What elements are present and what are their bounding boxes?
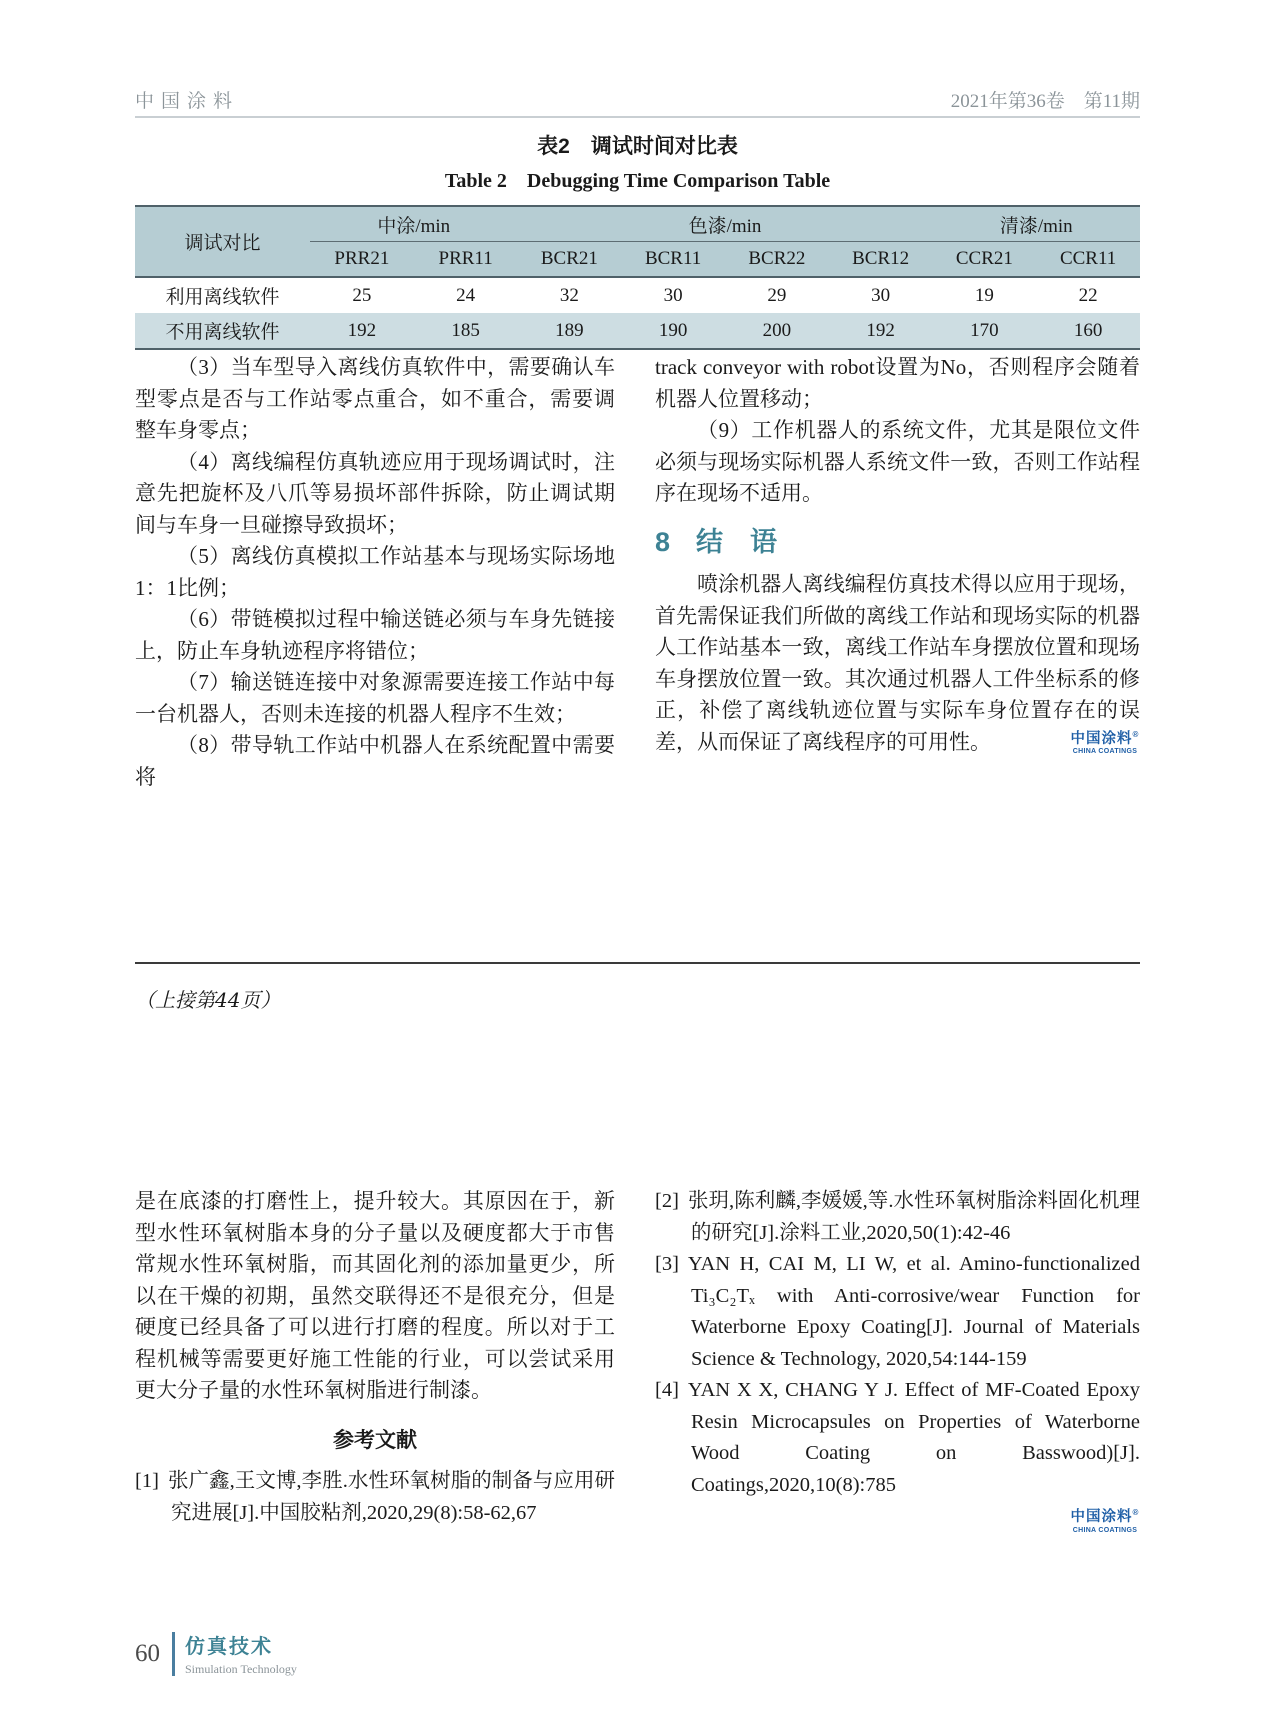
paragraph: （8）带导轨工作站中机器人在系统配置中需要将	[135, 733, 615, 789]
group-header-basecoat: 色漆/min	[518, 206, 933, 242]
page-footer	[135, 1630, 297, 1677]
col-header: BCR11	[644, 248, 702, 269]
registered-mark: ®	[1132, 729, 1140, 739]
registered-mark: ®	[1132, 1508, 1140, 1517]
reference-marker: [4]	[655, 1379, 679, 1401]
table-block	[135, 130, 1140, 350]
china-coatings-logo	[1070, 731, 1140, 756]
col-header: PRR21	[334, 248, 390, 269]
cell: 19	[974, 284, 994, 306]
reference-text: 张玥,陈利麟,李媛媛,等.水性环氧树脂涂料固化机理的研究[J].涂料工业,2020,50(1):42-46	[687, 1190, 1140, 1244]
section-divider	[135, 962, 1140, 964]
reference-marker: [3]	[655, 1253, 679, 1275]
header-rule	[135, 116, 1140, 118]
reference-item	[655, 1186, 1140, 1249]
logo-wrapper	[655, 1509, 1140, 1534]
logo-name: 中国涂料®	[1070, 729, 1140, 747]
paragraph: （4）离线编程仿真轨迹应用于现场调试时，注意先把旋杯及八爪等易损坏部件拆除，防止调试期间与车身一旦碰擦导致损坏；	[135, 449, 615, 537]
paragraph: （6）带链模拟过程中输送链必须与车身先链接上，防止车身轨迹程序将错位；	[135, 607, 615, 663]
paragraph: （5）离线仿真模拟工作站基本与现场实际场地1：1比例；	[135, 544, 615, 600]
cell: 170	[970, 319, 999, 341]
row-label: 利用离线软件	[165, 287, 280, 308]
logo-subtitle: CHINA COATINGS	[1072, 1526, 1138, 1534]
journal-name: 中国涂料	[135, 91, 240, 112]
col-header: CCR11	[1059, 248, 1117, 269]
lower-left-column	[135, 1186, 615, 1529]
col-header: BCR22	[748, 248, 806, 269]
conclusion-paragraph: 喷涂机器人离线编程仿真技术得以应用于现场，首先需保证我们所做的离线工作站和现场实际的机器人工作站基本一致，离线工作站车身摆放位置和现场车身摆放位置一致。其次通过机器人工件坐标系的修正，补偿了离线轨迹位置与实际车身位置存在的误差，从而保证了离线程序的可用性。	[655, 572, 1140, 754]
cell: 192	[866, 319, 895, 341]
col-header: BCR12	[852, 248, 910, 269]
cell: 29	[767, 284, 787, 306]
reference-text: YAN X X, CHANG Y J. Effect of MF-Coated Epoxy Resin Microcapsules on Properties of Waterborne Wood Coating on Basswood)[J]. Coatings,2020,10(8):785	[687, 1379, 1140, 1496]
reference-text: YAN H, CAI M, LI W, et al. Amino-functionalized Ti₃C₂Tₓ with Anti-corrosive/wear Function for Waterborne Epoxy Coating[J]. Journal of Materials Science & Technology, 2020,54:144-159	[687, 1253, 1140, 1370]
row-label: 不用离线软件	[165, 322, 280, 343]
table-corner-header: 调试对比	[184, 233, 261, 254]
paragraph: 是在底漆的打磨性上，提升较大。其原因在于，新型水性环氧树脂本身的分子量以及硬度都大于市售常规水性环氧树脂，而其固化剂的添加量更少，所以在干燥的初期，虽然交联得还不是很充分，但是硬度已经具备了可以进行打磨的程度。所以对于工程机械等需要更好施工性能的行业，可以尝试采用更大分子量的水性环氧树脂进行制漆。	[135, 1189, 615, 1402]
section-heading-conclusion	[655, 527, 1140, 559]
footer-section-en: Simulation Technology	[185, 1662, 297, 1676]
reference-item	[655, 1375, 1140, 1501]
cell: 24	[456, 284, 476, 306]
logo-name: 中国涂料®	[1070, 1508, 1140, 1525]
cell: 32	[559, 284, 579, 306]
col-header: PRR11	[438, 248, 493, 269]
china-coatings-logo	[1070, 1509, 1140, 1534]
logo-subtitle: CHINA COATINGS	[1072, 748, 1138, 756]
group-header-primer: 中涂/min	[310, 206, 518, 242]
reference-text: 张广鑫,王文博,李胜.水性环氧树脂的制备与应用研究进展[J].中国胶粘剂,2020,29(8):58-62,67	[167, 1470, 615, 1524]
cell: 30	[663, 284, 683, 306]
group-header-clearcoat: 清漆/min	[933, 206, 1141, 242]
issue-info: 2021年第36卷 第11期	[950, 91, 1140, 112]
upper-right-column	[655, 352, 1140, 758]
cell: 25	[352, 284, 372, 306]
paragraph: （3）当车型导入离线仿真软件中，需要确认车型零点是否与工作站零点重合，如不重合，需要调整车身零点；	[135, 355, 615, 442]
reference-marker: [1]	[135, 1470, 159, 1492]
table-title-en: Table 2 Debugging Time Comparison Table	[444, 170, 831, 192]
table-row	[135, 313, 1140, 349]
col-header: BCR21	[540, 248, 598, 269]
reference-item	[655, 1249, 1140, 1375]
debugging-time-table	[135, 205, 1140, 350]
cell: 190	[658, 319, 688, 341]
table-row	[135, 277, 1140, 313]
paragraph: （9）工作机器人的系统文件，尤其是限位文件必须与现场实际机器人系统文件一致，否则工作站程序在现场不适用。	[655, 418, 1140, 505]
cell: 22	[1078, 284, 1098, 306]
page-header	[135, 86, 1140, 113]
upper-left-column	[135, 352, 615, 793]
cell: 189	[555, 319, 584, 341]
cell: 185	[451, 319, 480, 341]
table-title-cn: 表2 调试时间对比表	[537, 135, 738, 158]
cell: 200	[762, 319, 792, 341]
page-number: 60	[135, 1639, 160, 1667]
section-title: 结 语	[696, 526, 778, 557]
cell: 30	[871, 284, 891, 306]
section-number: 8	[655, 526, 671, 557]
references-heading: 参考文献	[333, 1428, 417, 1452]
paragraph: （7）输送链连接中对象源需要连接工作站中每一台机器人，否则未连接的机器人程序不生效；	[135, 670, 615, 726]
col-header: CCR21	[955, 248, 1013, 269]
reference-item	[135, 1466, 615, 1529]
continued-from-note: （上接第44页）	[135, 988, 281, 1012]
footer-divider-bar	[172, 1632, 175, 1676]
paragraph: track conveyor with robot设置为No，否则程序会随着机器人位置移动；	[655, 355, 1140, 411]
reference-marker: [2]	[655, 1190, 679, 1212]
lower-right-column	[655, 1186, 1140, 1534]
cell: 192	[347, 319, 377, 341]
cell: 160	[1073, 319, 1103, 341]
footer-section	[185, 1630, 297, 1677]
footer-section-cn: 仿真技术	[185, 1636, 273, 1658]
